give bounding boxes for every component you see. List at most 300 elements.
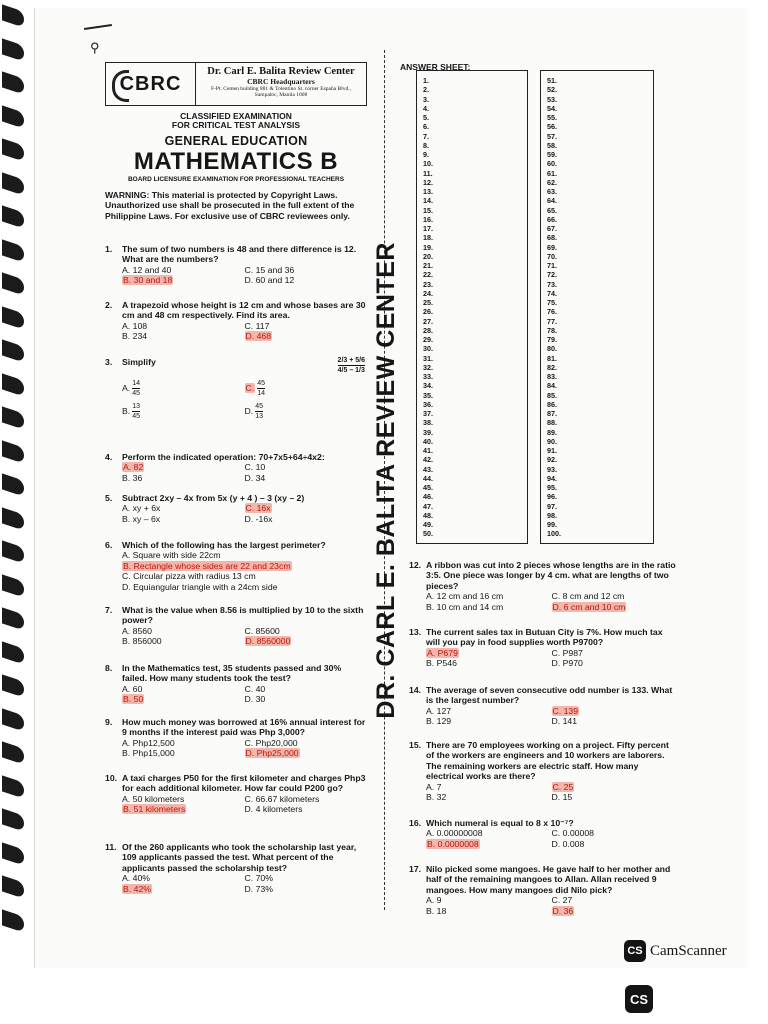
question-4 xyxy=(105,452,367,483)
option xyxy=(122,794,245,804)
answer-line[interactable]: 40. xyxy=(423,436,433,446)
option xyxy=(426,658,552,668)
answer-line[interactable]: 8. xyxy=(423,140,429,150)
binding-ring xyxy=(2,306,24,329)
question-number: 1. xyxy=(105,244,113,254)
answer-line[interactable]: 95. xyxy=(547,483,557,492)
option xyxy=(426,706,552,716)
answer-line[interactable]: 25. xyxy=(423,298,433,307)
option-label: C. 139 xyxy=(552,705,579,716)
option xyxy=(122,321,245,331)
question-number: 9. xyxy=(105,717,113,727)
options xyxy=(409,895,677,916)
option xyxy=(122,626,245,636)
option xyxy=(122,503,245,513)
question-text: Nilo picked some mangoes. He gave half to her mother and half of the remaining mangoes to Allan. Allan received 9 mangoes. How many mangoes did Nilo pick? xyxy=(426,864,671,895)
option xyxy=(122,582,367,592)
question-8 xyxy=(105,663,367,705)
answer-line[interactable]: 78. xyxy=(547,325,557,335)
fraction-denominator: 45 xyxy=(132,413,141,420)
option-fraction xyxy=(132,380,140,397)
option xyxy=(122,380,245,397)
answer-line[interactable]: 90. xyxy=(547,436,557,446)
answer-line[interactable]: 68. xyxy=(547,233,557,243)
fraction-numerator: 2/3 + 5/6 xyxy=(337,357,365,364)
question-number: 13. xyxy=(409,627,422,637)
options xyxy=(409,706,677,727)
answer-line[interactable]: 54. xyxy=(547,103,557,113)
answer-line[interactable]: 19. xyxy=(423,242,433,252)
option-label: D. 15 xyxy=(551,792,573,803)
option-label: A. 12 cm and 16 cm xyxy=(426,591,504,602)
binding-ring xyxy=(2,507,24,530)
binding-ring xyxy=(2,574,24,597)
option-label: A. 82 xyxy=(123,462,144,473)
question-number: 11. xyxy=(105,842,117,852)
answer-line[interactable]: 77. xyxy=(547,316,557,326)
option-label: A. P679 xyxy=(427,647,458,658)
complex-fraction xyxy=(338,357,365,374)
subject-area: GENERAL EDUCATION xyxy=(164,133,308,148)
question-number: 12. xyxy=(409,560,422,570)
answer-line[interactable]: 9. xyxy=(423,150,429,159)
answer-line[interactable]: 3. xyxy=(423,94,429,104)
option-label: D. 36 xyxy=(552,905,574,916)
answer-line[interactable]: 75. xyxy=(547,298,557,307)
option-label: D. 8560000 xyxy=(245,636,291,647)
answer-line[interactable]: 66. xyxy=(547,214,557,224)
question-15 xyxy=(409,740,677,803)
answer-line[interactable]: 41. xyxy=(423,446,433,455)
option-label: D. xyxy=(244,405,254,416)
answer-line[interactable]: 30. xyxy=(423,344,433,354)
question-text: A ribbon was cut into 2 pieces whose lengths are in the ratio 3:5. One piece was longer by 4 cm. what are lengths of two pieces? xyxy=(426,560,676,591)
answer-line[interactable]: 94. xyxy=(547,473,557,483)
answer-line[interactable]: 42. xyxy=(423,455,433,465)
option-label: B. 0.0000008 xyxy=(427,838,479,849)
answer-line[interactable]: 81. xyxy=(547,353,557,363)
binding-ring xyxy=(2,641,24,664)
answer-line[interactable]: 53. xyxy=(547,94,557,104)
question-text: Which of the following has the largest perimeter? xyxy=(122,540,326,550)
answer-line[interactable]: 85. xyxy=(547,390,557,400)
options xyxy=(105,503,367,524)
option-label: A. 127 xyxy=(426,705,452,716)
answer-line[interactable]: 91. xyxy=(547,446,557,455)
fraction-denominator: 13 xyxy=(255,413,263,420)
question-10 xyxy=(105,773,367,815)
answer-line[interactable]: 14. xyxy=(423,196,433,206)
option xyxy=(122,462,245,472)
option-label: B. P546 xyxy=(426,658,457,669)
answer-line[interactable]: 22. xyxy=(423,270,433,280)
option-label: B. Php15,000 xyxy=(122,748,175,759)
answer-line[interactable]: 86. xyxy=(547,399,557,409)
answer-line[interactable]: 89. xyxy=(547,427,557,437)
answer-box-1-50 xyxy=(416,70,528,544)
answer-line[interactable]: 69. xyxy=(547,242,557,252)
question-text: The sum of two numbers is 48 and there difference is 12. What are the numbers? xyxy=(122,244,357,265)
question-text: How much money was borrowed at 16% annual interest for 9 months if the interest paid was Php 3,000? xyxy=(122,717,366,738)
answer-line[interactable]: 63. xyxy=(547,187,557,196)
question-number: 4. xyxy=(105,452,113,462)
answer-line[interactable]: 26. xyxy=(423,307,433,317)
option-label: D. 73% xyxy=(244,883,273,894)
option xyxy=(122,571,367,581)
answer-line[interactable]: 84. xyxy=(547,381,557,391)
answer-line[interactable]: 28. xyxy=(423,325,433,335)
option-label: B. 50 xyxy=(123,694,144,705)
option-label: C. 27 xyxy=(551,895,573,906)
question-9 xyxy=(105,717,367,759)
option xyxy=(122,636,245,646)
question-text: Subtract 2xy – 4x from 5x (y + 4 ) – 3 (xy – 2) xyxy=(122,493,305,503)
option xyxy=(426,716,552,726)
answer-line[interactable]: 38. xyxy=(423,418,433,428)
question-12 xyxy=(409,560,677,612)
option xyxy=(122,331,245,341)
address: F-Pt. Cemen building 881 & Tolentino St. corner España Blvd., Sampaloc, Manila 1008 xyxy=(211,85,351,98)
option-label: C. 15 and 36 xyxy=(244,264,295,275)
option xyxy=(552,792,678,802)
answer-line[interactable]: 39. xyxy=(423,427,433,437)
answer-line[interactable]: 72. xyxy=(547,270,557,280)
option xyxy=(245,794,368,804)
answer-line[interactable]: 18. xyxy=(423,233,433,243)
option-label: A. Php12,500 xyxy=(122,737,175,748)
option xyxy=(552,716,678,726)
answer-line[interactable]: 73. xyxy=(547,279,557,289)
answer-line[interactable]: 62. xyxy=(547,177,557,187)
option xyxy=(122,275,245,285)
options xyxy=(105,738,367,759)
header-box xyxy=(105,62,367,106)
answer-line[interactable]: 5. xyxy=(423,113,429,122)
answer-line[interactable]: 29. xyxy=(423,335,433,344)
option-label: B. 18 xyxy=(426,905,447,916)
answer-line[interactable]: 71. xyxy=(547,261,557,270)
question-number: 8. xyxy=(105,663,113,673)
paperclip-icon: ⚲ xyxy=(90,40,100,55)
question-number: 2. xyxy=(105,300,113,310)
title-line1: CLASSIFIED EXAMINATION xyxy=(180,111,292,121)
copyright-warning: WARNING: This material is protected by Copyright Laws. Unauthorized use shall be prosecuted in the full extent of the Philippine Laws. For exclusive use of CBRC reviewees only. xyxy=(105,190,355,221)
option xyxy=(426,602,552,612)
option xyxy=(552,658,678,668)
option xyxy=(552,782,678,792)
answer-line[interactable]: 6. xyxy=(423,122,429,132)
answer-line[interactable]: 16. xyxy=(423,214,433,224)
options xyxy=(105,684,367,705)
binding-ring xyxy=(2,172,24,195)
answer-line[interactable]: 24. xyxy=(423,288,433,298)
answer-line[interactable]: 92. xyxy=(547,455,557,465)
option-label: A. 0.00000008 xyxy=(426,828,483,839)
answer-line[interactable]: 76. xyxy=(547,307,557,317)
binding-ring xyxy=(2,205,24,228)
option-label: D. 468 xyxy=(245,331,272,342)
options xyxy=(105,265,367,286)
question-number: 7. xyxy=(105,605,113,615)
answer-line[interactable]: 88. xyxy=(547,418,557,428)
option xyxy=(122,694,245,704)
answer-line[interactable]: 60. xyxy=(547,159,557,169)
question-number: 5. xyxy=(105,493,113,503)
answer-line[interactable]: 45. xyxy=(423,483,433,492)
camscanner-text: CamScanner xyxy=(650,942,727,959)
question-11 xyxy=(105,842,367,894)
binding-ring xyxy=(2,540,24,563)
option-label: C. Php20,000 xyxy=(244,737,298,748)
option-label: D. -16x xyxy=(244,513,273,524)
answer-line[interactable]: 36. xyxy=(423,399,433,409)
option xyxy=(245,884,368,894)
options xyxy=(105,462,367,483)
binding-ring xyxy=(2,708,24,731)
question-number: 16. xyxy=(409,818,422,828)
option xyxy=(426,895,552,905)
option xyxy=(552,591,678,601)
options xyxy=(409,648,677,669)
option-label: B. 234 xyxy=(122,331,148,342)
option-label: C. P987 xyxy=(551,647,583,658)
answer-line[interactable]: 67. xyxy=(547,224,557,233)
answer-line[interactable]: 57. xyxy=(547,131,557,141)
options xyxy=(105,626,367,647)
option xyxy=(122,804,245,814)
answer-line[interactable]: 13. xyxy=(423,187,433,196)
options xyxy=(105,873,367,894)
fraction-denominator: 45 xyxy=(132,390,141,397)
answer-line[interactable]: 44. xyxy=(423,473,433,483)
answer-line[interactable]: 55. xyxy=(547,113,557,122)
answer-line[interactable]: 23. xyxy=(423,279,433,289)
answer-line[interactable]: 70. xyxy=(547,251,557,261)
answer-line[interactable]: 50. xyxy=(423,529,433,539)
option xyxy=(552,906,678,916)
option xyxy=(245,380,368,397)
option-label: C. xyxy=(245,382,255,393)
option xyxy=(122,873,245,883)
answer-line[interactable]: 58. xyxy=(547,140,557,150)
answer-line[interactable]: 80. xyxy=(547,344,557,354)
answer-line[interactable]: 31. xyxy=(423,353,433,363)
option-fraction xyxy=(257,380,265,397)
option xyxy=(245,503,368,513)
binding-ring xyxy=(2,674,24,697)
option xyxy=(245,275,368,285)
answer-line[interactable]: 15. xyxy=(423,205,433,215)
answer-line[interactable]: 48. xyxy=(423,510,433,520)
answer-line[interactable]: 1. xyxy=(423,76,429,85)
answer-line[interactable]: 93. xyxy=(547,464,557,474)
option-label: C. 85600 xyxy=(244,625,280,636)
binding-ring xyxy=(2,339,24,362)
answer-line[interactable]: 59. xyxy=(547,150,557,159)
answer-line[interactable]: 87. xyxy=(547,409,557,418)
answer-line[interactable]: 35. xyxy=(423,390,433,400)
option-fraction xyxy=(132,403,140,420)
option-label: C. 0.00008 xyxy=(551,828,595,839)
answer-line[interactable]: 52. xyxy=(547,85,557,95)
answer-line[interactable]: 33. xyxy=(423,372,433,381)
answer-line[interactable]: 34. xyxy=(423,381,433,391)
option-label: B. 30 and 18 xyxy=(123,275,173,286)
answer-line[interactable]: 12. xyxy=(423,177,433,187)
answer-line[interactable]: 96. xyxy=(547,492,557,502)
option xyxy=(245,265,368,275)
answer-line[interactable]: 32. xyxy=(423,362,433,372)
option-label: B. 36 xyxy=(122,472,143,483)
option-label: D. 4 kilometers xyxy=(244,804,303,815)
binding-ring xyxy=(2,473,24,496)
answer-line[interactable]: 56. xyxy=(547,122,557,132)
answer-line[interactable]: 51. xyxy=(547,76,557,85)
option xyxy=(426,828,552,838)
option-label: B. 32 xyxy=(426,792,447,803)
vertical-banner xyxy=(371,241,400,719)
binding-ring xyxy=(2,373,24,396)
option-label: B. 42% xyxy=(123,883,152,894)
exam-titles xyxy=(105,110,367,183)
answer-line[interactable]: 79. xyxy=(547,335,557,344)
answer-line[interactable]: 46. xyxy=(423,492,433,502)
binding-ring xyxy=(2,272,24,295)
answer-line[interactable]: 4. xyxy=(423,103,429,113)
answer-line[interactable]: 99. xyxy=(547,520,557,529)
binding-ring xyxy=(2,842,24,865)
option-label: A. 7 xyxy=(426,781,442,792)
binding-ring xyxy=(2,875,24,898)
option xyxy=(245,626,368,636)
binding-ring xyxy=(2,909,24,932)
option-label: A. 9 xyxy=(426,895,442,906)
option xyxy=(122,473,245,483)
question-5 xyxy=(105,493,367,524)
options xyxy=(409,591,677,612)
answer-line[interactable]: 64. xyxy=(547,196,557,206)
binding-ring xyxy=(2,38,24,61)
cbrc-logo: CBRC xyxy=(106,63,196,105)
question-text: Which numeral is equal to 8 x 10⁻⁷? xyxy=(426,818,574,828)
option xyxy=(245,684,368,694)
center-name: Dr. Carl E. Balita Review Center xyxy=(207,66,355,77)
options xyxy=(409,782,677,803)
answer-line[interactable]: 98. xyxy=(547,510,557,520)
option-label: A. Square with side 22cm xyxy=(122,550,221,561)
answer-line[interactable]: 11. xyxy=(423,168,433,178)
answer-line[interactable]: 97. xyxy=(547,501,557,511)
camscanner-logo xyxy=(624,940,727,962)
option xyxy=(245,748,368,758)
option-label: C. 16x xyxy=(245,503,271,514)
binding-ring xyxy=(2,138,24,161)
question-number: 17. xyxy=(409,864,422,874)
answer-line[interactable]: 20. xyxy=(423,251,433,261)
question-6 xyxy=(105,540,367,592)
answer-sheet-title: ANSWER SHEET: xyxy=(400,62,471,72)
answer-line[interactable]: 65. xyxy=(547,205,557,215)
option xyxy=(426,906,552,916)
option xyxy=(122,561,367,571)
options xyxy=(105,321,367,342)
options xyxy=(105,550,367,592)
answer-line[interactable]: 10. xyxy=(423,159,433,169)
banner-text: DR. CARL E. BALITA REVIEW CENTER xyxy=(371,241,400,719)
option xyxy=(245,462,368,472)
option xyxy=(245,331,368,341)
question-16 xyxy=(409,818,677,849)
option xyxy=(426,792,552,802)
binding-ring xyxy=(2,406,24,429)
option-label: D. P970 xyxy=(551,658,583,669)
answer-line[interactable]: 27. xyxy=(423,316,433,326)
binding-ring xyxy=(2,239,24,262)
question-number: 6. xyxy=(105,540,113,550)
option-label: A. 8560 xyxy=(122,625,152,636)
answer-line[interactable]: 83. xyxy=(547,372,557,381)
option-label: C. Circular pizza with radius 13 cm xyxy=(122,571,256,582)
fraction-numerator: 14 xyxy=(132,380,141,387)
option-label: B. 51 kilometers xyxy=(123,804,186,815)
answer-line[interactable]: 100. xyxy=(547,529,561,539)
answer-line[interactable]: 47. xyxy=(423,501,433,511)
answer-line[interactable]: 21. xyxy=(423,261,433,270)
cs-badge-icon: CS xyxy=(624,940,646,962)
option-label: C. 40 xyxy=(244,683,266,694)
question-14 xyxy=(409,685,677,727)
answer-line[interactable]: 49. xyxy=(423,520,433,529)
option-label: C. 10 xyxy=(244,462,266,473)
option xyxy=(552,839,678,849)
answer-line[interactable]: 2. xyxy=(423,85,429,95)
question-text: A taxi charges P50 for the first kilometer and charges Php3 for each additional kilometer. How far could P200 go? xyxy=(122,773,366,794)
option-label: A. 60 xyxy=(122,683,143,694)
option-label: D. Equiangular triangle with a 24cm side xyxy=(122,581,278,592)
option-label: A. xy + 6x xyxy=(122,503,161,514)
answer-line[interactable]: 17. xyxy=(423,224,433,233)
binding-ring xyxy=(2,105,24,128)
option xyxy=(122,265,245,275)
question-7 xyxy=(105,605,367,647)
option-label: B. xy – 6x xyxy=(122,513,161,524)
answer-line[interactable]: 82. xyxy=(547,362,557,372)
fraction-numerator: 45 xyxy=(257,380,265,387)
option xyxy=(552,602,678,612)
option xyxy=(122,748,245,758)
question-3 xyxy=(105,357,367,420)
answer-line[interactable]: 74. xyxy=(547,288,557,298)
answer-line[interactable]: 37. xyxy=(423,409,433,418)
center-info xyxy=(196,63,366,105)
option xyxy=(426,648,552,658)
answer-line[interactable]: 61. xyxy=(547,168,557,178)
option-label: A. 40% xyxy=(122,873,151,884)
option xyxy=(245,636,368,646)
option xyxy=(245,321,368,331)
answer-line[interactable]: 43. xyxy=(423,464,433,474)
option-label: D. 6 cm and 10 cm xyxy=(552,601,626,612)
option-label: C. 25 xyxy=(552,781,574,792)
answer-line[interactable]: 7. xyxy=(423,131,429,141)
answer-box-51-100 xyxy=(540,70,654,544)
question-17 xyxy=(409,864,677,916)
question-text: The current sales tax in Butuan City is 7%. How much tax will you pay in food supplies worth P9700? xyxy=(426,627,663,648)
binding-ring xyxy=(2,71,24,94)
option-label: C. 117 xyxy=(244,320,270,331)
exam-title: MATHEMATICS B xyxy=(133,147,339,175)
question-13 xyxy=(409,627,677,669)
